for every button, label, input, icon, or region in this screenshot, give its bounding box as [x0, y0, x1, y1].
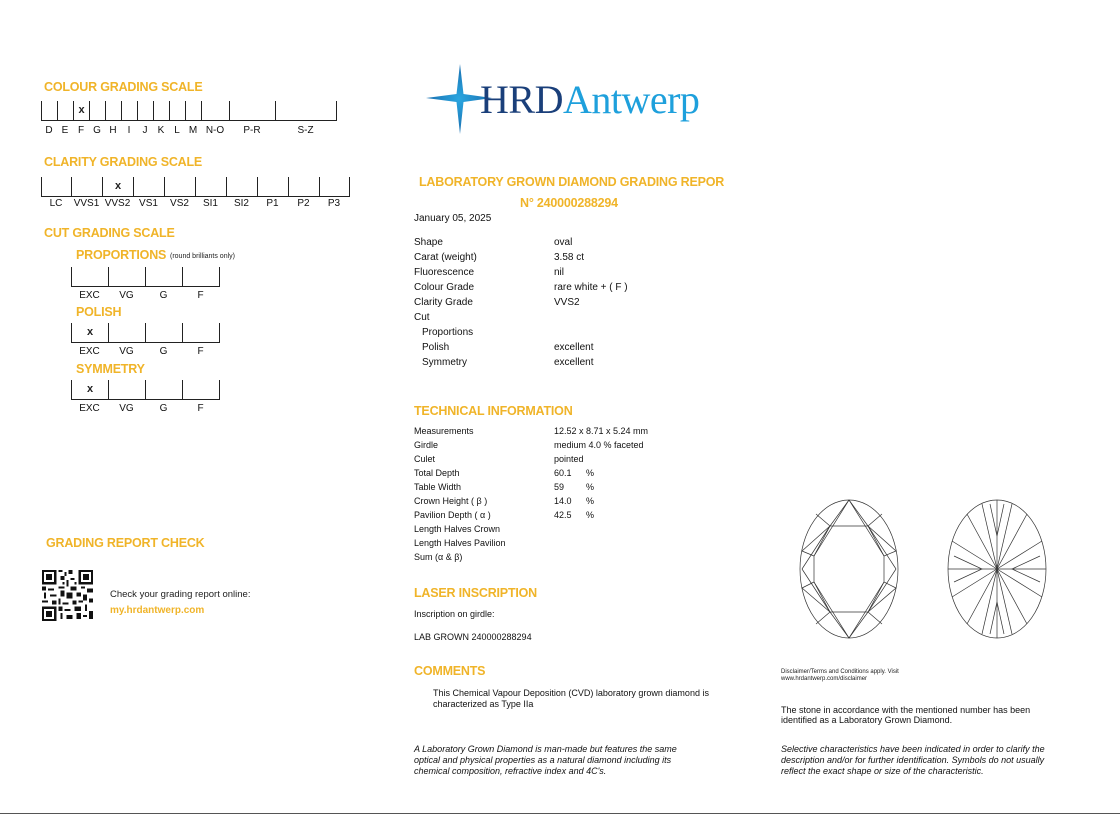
clarity-cell — [195, 177, 226, 196]
proportions-note: (round brilliants only) — [170, 253, 235, 260]
technical-row-value: 12.52 x 8.71 x 5.24 mm — [554, 426, 649, 436]
report-row-value: oval — [554, 237, 573, 248]
report-row-label: Fluorescence — [414, 267, 475, 278]
colour-grade-labels — [41, 125, 336, 136]
colour-grade-label: D — [45, 125, 53, 136]
report-row-value: 3.58 ct — [554, 252, 585, 263]
colour-grade-label: I — [127, 125, 131, 136]
proportions-grade-labels — [71, 290, 219, 301]
logo-hrd-text: HRD — [480, 77, 563, 122]
technical-row-label: Crown Height ( β ) — [414, 496, 488, 506]
technical-row-label: Sum (α & β) — [414, 552, 463, 562]
polish-grade-label: F — [197, 346, 204, 357]
technical-row — [414, 510, 734, 524]
clarity-cell — [164, 177, 195, 196]
technical-row-label: Total Depth — [414, 468, 460, 478]
laser-label: Inscription on girdle: — [414, 609, 495, 619]
report-row — [414, 267, 734, 282]
report-date: January 05, 2025 — [414, 213, 492, 224]
report-row — [414, 312, 734, 327]
proportions-cell — [71, 267, 108, 286]
symmetry-cell — [182, 380, 220, 399]
report-row-label: Symmetry — [422, 357, 467, 368]
colour-cell — [153, 101, 169, 120]
technical-row-unit: % — [586, 468, 595, 478]
clarity-grade-label: P3 — [327, 198, 341, 209]
clarity-scale-title: CLARITY GRADING SCALE — [44, 155, 203, 169]
report-check-text: Check your grading report online: — [110, 589, 251, 600]
technical-row-value: medium 4.0 % faceted — [554, 440, 644, 450]
colour-cell — [137, 101, 153, 120]
colour-cell — [275, 101, 337, 120]
report-row — [414, 327, 734, 342]
laser-value: LAB GROWN 240000288294 — [414, 632, 532, 642]
identified-line-1: The stone in accordance with the mentioned number has been — [781, 705, 1031, 715]
clarity-grade-label: VVS2 — [104, 198, 131, 209]
symmetry-grade-label: VG — [119, 403, 134, 414]
disclaimer-line-1: Disclaimer/Terms and Conditions apply. Visit — [781, 669, 899, 675]
colour-cell — [185, 101, 201, 120]
report-row-value: excellent — [554, 357, 594, 368]
report-row — [414, 357, 734, 372]
technical-row-label: Table Width — [414, 482, 462, 492]
colour-cell — [169, 101, 185, 120]
technical-row-unit: % — [586, 482, 595, 492]
report-row — [414, 342, 734, 357]
technical-row — [414, 538, 734, 552]
symmetry-grade-label: EXC — [79, 403, 100, 414]
technical-row-label: Culet — [414, 454, 436, 464]
colour-cell — [89, 101, 105, 120]
report-number: N° 240000288294 — [520, 196, 618, 210]
colour-cell — [41, 101, 57, 120]
colour-scale-title: COLOUR GRADING SCALE — [44, 80, 203, 94]
clarity-selected-mark: x — [114, 180, 122, 192]
report-row-value: excellent — [554, 342, 594, 353]
technical-row-value: 59 — [554, 482, 565, 492]
technical-row — [414, 454, 734, 468]
report-row-label: Clarity Grade — [414, 297, 473, 308]
polish-selected-mark: x — [86, 326, 94, 338]
report-row-value: nil — [554, 267, 565, 278]
technical-row-value: pointed — [554, 454, 584, 464]
footer-right-line-2: description and/or for further identification. Symbols do not usually — [781, 755, 1045, 765]
technical-row-label: Length Halves Crown — [414, 524, 501, 534]
symmetry-grade-label: F — [197, 403, 204, 414]
proportions-title: PROPORTIONS — [76, 248, 167, 262]
clarity-grade-labels — [41, 198, 349, 209]
technical-row-label: Pavilion Depth ( α ) — [414, 510, 491, 520]
report-title: LABORATORY GROWN DIAMOND GRADING REPOR — [419, 175, 725, 189]
clarity-grade-label: VS2 — [170, 198, 189, 209]
symmetry-grade-labels — [71, 403, 219, 414]
polish-grade-label: EXC — [79, 346, 100, 357]
technical-row — [414, 552, 734, 566]
footer-left-line-2: optical and physical properties as a natural diamond including its — [414, 755, 672, 765]
footer-left-note — [414, 744, 734, 777]
colour-cell — [121, 101, 137, 120]
technical-row-value: 60.1 — [554, 468, 572, 478]
report-row-label: Colour Grade — [414, 282, 475, 293]
report-row-label: Proportions — [422, 327, 474, 338]
colour-grade-label: S-Z — [297, 125, 314, 136]
technical-row — [414, 440, 734, 454]
clarity-cell — [257, 177, 288, 196]
symmetry-cell — [145, 380, 182, 399]
colour-grade-label: G — [93, 125, 101, 136]
colour-grade-label: P-R — [243, 125, 261, 136]
report-row-label: Shape — [414, 237, 443, 248]
report-row — [414, 282, 734, 297]
technical-title: TECHNICAL INFORMATION — [414, 404, 573, 418]
colour-grade-label: L — [174, 125, 180, 136]
colour-grade-label: M — [188, 125, 198, 136]
technical-row-label: Girdle — [414, 440, 439, 450]
footer-left-line-3: chemical composition, refractive index and 4C's. — [414, 766, 607, 776]
symmetry-grade-label: G — [159, 403, 168, 414]
technical-row-label: Measurements — [414, 426, 474, 436]
disclaimer-line-2[interactable]: www.hrdantwerp.com/disclaimer — [781, 676, 868, 682]
report-row-label: Polish — [422, 342, 450, 353]
identified-line-2: identified as a Laboratory Grown Diamond. — [781, 715, 953, 725]
footer-left-line-1: A Laboratory Grown Diamond is man-made but features the same — [414, 744, 677, 754]
symmetry-scale — [71, 380, 220, 400]
clarity-grade-label: SI1 — [202, 198, 218, 209]
proportions-cell — [182, 267, 220, 286]
report-row-label: Cut — [414, 312, 430, 323]
clarity-cell — [226, 177, 257, 196]
proportions-grade-label: VG — [119, 290, 134, 301]
logo-antwerp-text: Antwerp — [562, 77, 700, 122]
clarity-grade-label: LC — [49, 198, 63, 209]
polish-cell — [182, 323, 220, 342]
technical-row-unit: % — [586, 510, 595, 520]
footer-right-line-3: reflect the exact shape or size of the characteristic. — [781, 766, 984, 776]
proportions-cell — [108, 267, 145, 286]
polish-title: POLISH — [76, 305, 122, 319]
proportions-grade-label: F — [197, 290, 204, 301]
bottom-rule — [0, 813, 1120, 814]
technical-row — [414, 468, 734, 482]
colour-grade-label: F — [77, 125, 85, 136]
report-row-label: Carat (weight) — [414, 252, 477, 263]
technical-row — [414, 482, 734, 496]
clarity-cell — [319, 177, 350, 196]
comments-line-1: This Chemical Vapour Deposition (CVD) laboratory grown diamond is — [433, 688, 709, 698]
colour-cell — [105, 101, 121, 120]
colour-cell — [57, 101, 73, 120]
report-check-link[interactable]: my.hrdantwerp.com — [110, 605, 205, 616]
polish-cell — [145, 323, 182, 342]
symmetry-cell — [108, 380, 145, 399]
clarity-cell — [71, 177, 102, 196]
technical-row — [414, 524, 734, 538]
technical-row — [414, 426, 734, 440]
polish-grade-labels — [71, 346, 219, 357]
colour-cell — [73, 101, 89, 120]
pavilion-view-diagram — [944, 496, 1050, 642]
polish-grade-label: G — [159, 346, 168, 357]
clarity-grading-scale — [41, 177, 350, 197]
footer-right-note — [781, 744, 1101, 777]
clarity-grade-label: VVS1 — [73, 198, 100, 209]
clarity-cell — [133, 177, 164, 196]
report-check-title: GRADING REPORT CHECK — [46, 536, 205, 550]
colour-cell — [201, 101, 229, 120]
crown-view-diagram — [796, 496, 902, 642]
colour-cell — [229, 101, 275, 120]
clarity-grade-label: SI2 — [233, 198, 249, 209]
clarity-cell — [41, 177, 71, 196]
colour-grade-label: N-O — [205, 125, 225, 136]
symmetry-cell — [71, 380, 108, 399]
disclaimer — [781, 669, 899, 683]
polish-cell — [71, 323, 108, 342]
report-row — [414, 237, 734, 252]
technical-row-label: Length Halves Pavilion — [414, 538, 506, 548]
colour-grade-label: E — [61, 125, 69, 136]
proportions-cell — [145, 267, 182, 286]
cut-scale-title: CUT GRADING SCALE — [44, 226, 175, 240]
hrd-antwerp-logo — [480, 78, 699, 122]
proportions-grade-label: G — [159, 290, 168, 301]
polish-scale — [71, 323, 220, 343]
report-row-value: VVS2 — [554, 297, 580, 308]
report-row — [414, 297, 734, 312]
laser-title: LASER INSCRIPTION — [414, 586, 537, 600]
clarity-grade-label: P2 — [297, 198, 310, 209]
clarity-grade-label: P1 — [266, 198, 279, 209]
report-row-value: rare white + ( F ) — [554, 282, 628, 293]
colour-selected-mark: x — [78, 104, 85, 116]
colour-grade-label: J — [142, 125, 148, 136]
polish-grade-label: VG — [119, 346, 134, 357]
clarity-grade-label: VS1 — [139, 198, 158, 209]
clarity-cell — [288, 177, 319, 196]
technical-row-value: 42.5 — [554, 510, 572, 520]
colour-grade-label: H — [109, 125, 117, 136]
technical-details — [414, 426, 734, 566]
comments-line-2: characterized as Type IIa — [433, 699, 534, 709]
polish-cell — [108, 323, 145, 342]
technical-row-value: 14.0 — [554, 496, 572, 506]
symmetry-title: SYMMETRY — [76, 362, 145, 376]
technical-row — [414, 496, 734, 510]
symmetry-selected-mark: x — [86, 383, 94, 395]
clarity-cell — [102, 177, 133, 196]
report-details — [414, 237, 734, 372]
technical-row-unit: % — [586, 496, 595, 506]
comments-title: COMMENTS — [414, 664, 486, 678]
colour-grading-scale — [41, 101, 337, 121]
colour-grade-label: K — [157, 125, 165, 136]
report-row — [414, 252, 734, 267]
qr-code[interactable] — [42, 570, 93, 621]
proportions-scale — [71, 267, 220, 287]
footer-right-line-1: Selective characteristics have been indicated in order to clarify the — [781, 744, 1045, 754]
proportions-grade-label: EXC — [79, 290, 100, 301]
identified-statement — [781, 705, 1030, 725]
